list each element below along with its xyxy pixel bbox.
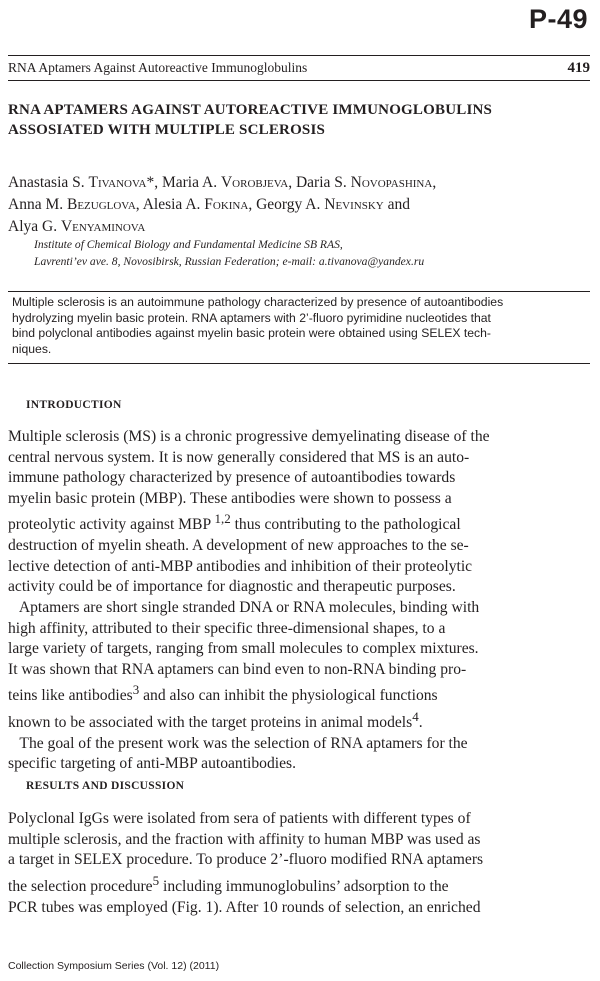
footer-series: Collection Symposium Series (Vol. 12) (2011) [8, 960, 220, 972]
abstract-line: hydrolyzing myelin basic protein. RNA aptamers with 2’-fluoro pyrimidine nucleotides that [12, 310, 491, 325]
article-title [8, 100, 590, 140]
poster-code: P-49 [528, 4, 588, 34]
running-head [8, 55, 590, 81]
section-heading-results: RESULTS AND DISCUSSION [26, 780, 185, 792]
affiliation-line: Institute of Chemical Biology and Fundamental Medicine SB RAS, [34, 238, 343, 251]
body-line: lective detection of anti-MBP antibodies and inhibition of their proteolytic [8, 557, 473, 575]
body-line: myelin basic protein (MBP). These antibodies were shown to possess a [8, 489, 452, 507]
title-line: ASSOSIATED WITH MULTIPLE SCLEROSIS [8, 122, 326, 138]
author-surname: Tivanova [88, 174, 147, 191]
body-line: a target in SELEX procedure. To produce 2’-fluoro modified RNA aptamers [8, 851, 484, 869]
body-line: The goal of the present work was the selection of RNA aptamers for the [8, 734, 468, 752]
author-surname: Novopashina [350, 174, 433, 191]
citation-ref: 4 [412, 709, 419, 725]
author-line: Anna M. Bezuglova, Alesia A. Fokina, Georgy A. Nevinsky and [8, 196, 410, 213]
body-line: immune pathology characterized by presence of autoantibodies towards [8, 469, 456, 487]
author-list [8, 172, 590, 238]
body-line: multiple sclerosis, and the fraction with affinity to human MBP was used as [8, 830, 481, 848]
abstract [8, 291, 590, 364]
body-line: known to be associated with the target proteins in animal models$^4$. [8, 709, 423, 732]
body-line: Aptamers are short single stranded DNA or RNA molecules, binding with [8, 598, 480, 616]
results-body [8, 809, 592, 918]
author-line: Anastasia S. Tivanova*, Maria A. Vorobjeva, Daria S. Novopashina, [8, 174, 437, 191]
author-surname: Nevinsky [324, 196, 384, 213]
body-line: specific targeting of anti-MBP autoantibodies. [8, 755, 296, 773]
author-surname: Fokina [204, 196, 249, 213]
body-line: large variety of targets, ranging from small molecules to complex mixtures. [8, 640, 479, 658]
author-line: Alya G. Venyaminova [8, 218, 146, 235]
body-line: activity could be of importance for diagnostic and therapeutic purposes. [8, 578, 456, 596]
affiliation [34, 236, 590, 270]
abstract-line: Multiple sclerosis is an autoimmune pathology characterized by presence of autoantibodies [12, 295, 504, 309]
body-line: It was shown that RNA aptamers can bind even to non-RNA binding pro- [8, 660, 467, 678]
author-surname: Venyaminova [60, 218, 146, 235]
body-line: destruction of myelin sheath. A development of new approaches to the se- [8, 537, 469, 555]
body-line: high affinity, attributed to their specific three-dimensional shapes, to a [8, 619, 446, 637]
body-line: teins like antibodies$^3$ and also can inhibit the physiological functions [8, 682, 438, 705]
abstract-line: niques. [12, 341, 52, 356]
body-line: the selection procedure$^5$ including immunoglobulins’ adsorption to the [8, 872, 449, 895]
body-line: Polyclonal IgGs were isolated from sera of patients with different types of [8, 810, 471, 827]
introduction-body [8, 427, 592, 775]
body-line: central nervous system. It is now generally considered that MS is an auto- [8, 448, 470, 466]
citation-ref: 5 [152, 872, 160, 888]
body-line: Multiple sclerosis (MS) is a chronic progressive demyelinating disease of the [8, 428, 490, 445]
section-heading-introduction: INTRODUCTION [26, 399, 122, 411]
author-surname: Bezuglova [66, 196, 136, 213]
abstract-line: bind polyclonal antibodies against myelin basic protein were obtained using SELEX tech- [12, 326, 491, 341]
body-line: proteolytic activity against MBP $^{1,2}$ thus contributing to the pathological [8, 511, 461, 534]
page-number: 419 [567, 59, 590, 76]
body-line: PCR tubes was employed (Fig. 1). After 10 rounds of selection, an enriched [8, 898, 481, 916]
citation-ref: 1,2 [214, 511, 231, 527]
affiliation-line: Lavrenti’ev ave. 8, Novosibirsk, Russian Federation; e-mail: a.tivanova@yandex.ru [34, 255, 425, 268]
author-surname: Vorobjeva [220, 174, 289, 191]
title-line: RNA APTAMERS AGAINST AUTOREACTIVE IMMUNOGLOBULINS [8, 102, 493, 118]
citation-ref: 3 [132, 682, 140, 698]
running-head-title: RNA Aptamers Against Autoreactive Immunoglobulins [8, 60, 308, 75]
